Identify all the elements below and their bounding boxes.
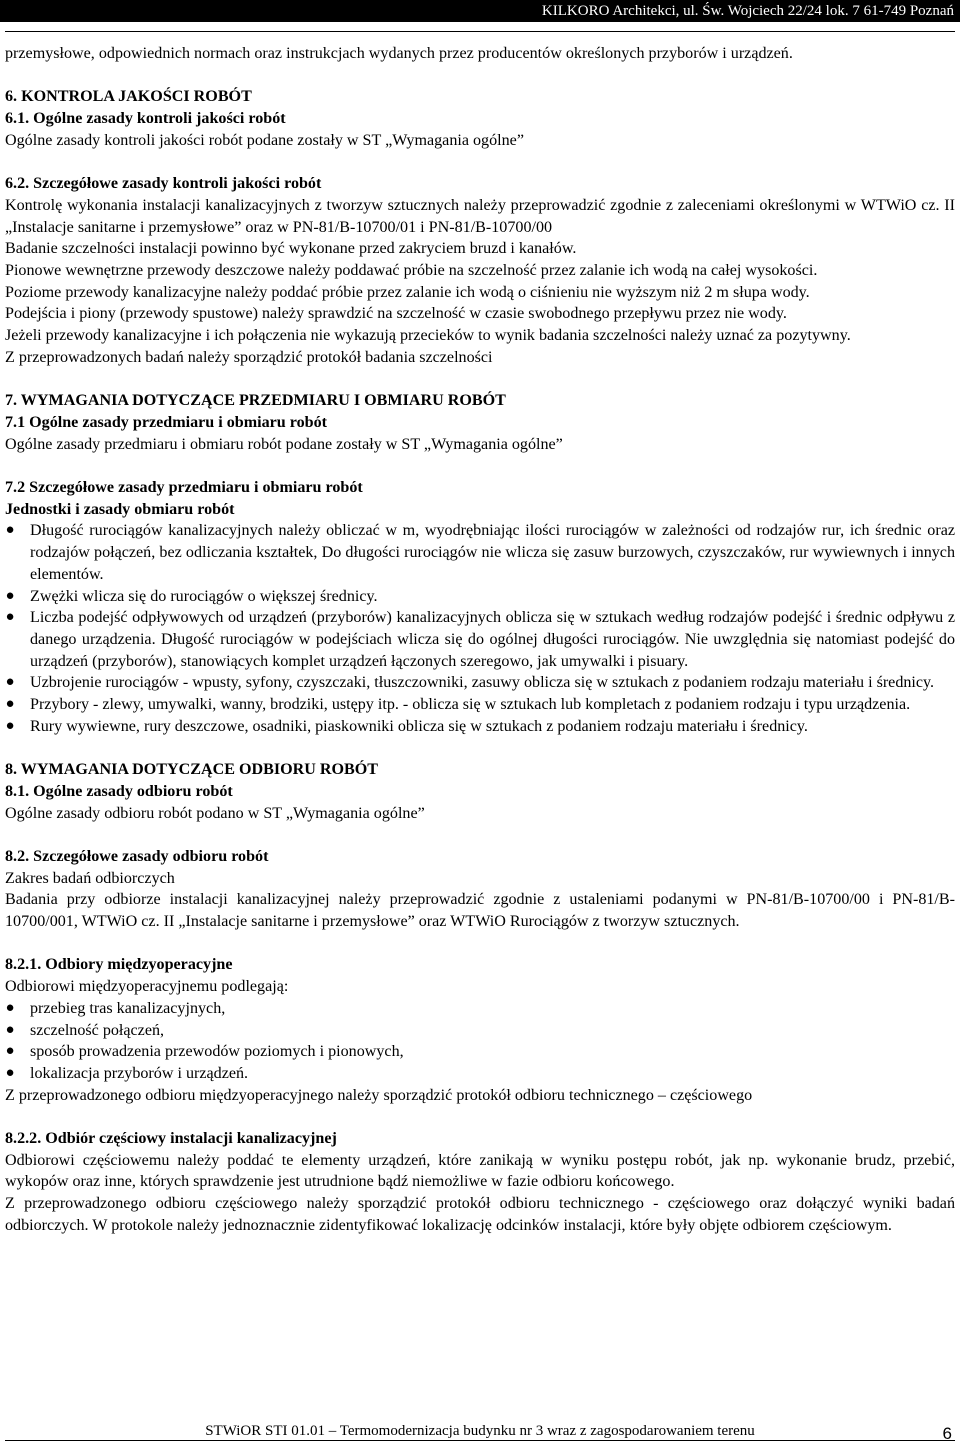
list-item: ● Długość rurociągów kanalizacyjnych należy obliczać w m, wyodrębniając ilości rurociągów w zależności od rodzajów rur, ich średnic oraz rodzajów połączeń, bez odliczania kształtek, Do długości rurociągów nie wlicza się zasuw burzowych, czyszczaków, rur wywiewnych i innych elementów. xyxy=(5,522,955,583)
section-6-title: 6. KONTROLA JAKOŚCI ROBÓT xyxy=(5,88,252,106)
bullet-icon: ● xyxy=(5,522,15,539)
bullet-icon: ● xyxy=(5,1064,15,1081)
section-7-2-title: 7.2 Szczegółowe zasady przedmiaru i obmiaru robót xyxy=(5,479,363,496)
bullet-icon: ● xyxy=(5,717,15,734)
section-6-2-para: Poziome przewody kanalizacyjne należy poddać próbie przez zalanie ich wodą o ciśnieniu nie wyższym niż 2 m słupa wody. xyxy=(5,283,810,301)
section-8-2-1-text: Odbiorowi międzyoperacyjnemu podlegają: xyxy=(5,978,289,996)
footer-rule xyxy=(5,1440,955,1441)
section-8-2-1-title: 8.2.1. Odbiory międzyoperacyjne xyxy=(5,956,233,974)
page-header: KILKORO Architekci, ul. Św. Wojciech 22/24 lok. 7 61-749 Poznań xyxy=(0,0,960,22)
bullet-icon: ● xyxy=(5,1021,15,1038)
section-8-1-text: Ogólne zasady odbioru robót podano w ST „Wymagania ogólne” xyxy=(5,804,425,822)
list-item: ● Przybory - zlewy, umywalki, wanny, brodziki, ustępy itp. - oblicza się w sztukach lub kompletach z podaniem rodzaju i typu urządzenia. xyxy=(5,694,955,716)
section-7-1-title: 7.1 Ogólne zasady przedmiaru i obmiaru robót xyxy=(5,413,328,431)
section-6-2-para: Podejścia i piony (przewody spustowe) należy sprawdzić na szczelność w czasie swobodnego przepływu przez nie wody. xyxy=(5,305,787,323)
section-8-title: 8. WYMAGANIA DOTYCZĄCE ODBIORU ROBÓT xyxy=(5,761,379,779)
section-8-1-title: 8.1. Ogólne zasady odbioru robót xyxy=(5,782,233,800)
list-item: ● szczelność połączeń, xyxy=(5,1020,955,1042)
inspection-bullet-list xyxy=(5,998,955,1085)
section-6-2-para: Pionowe wewnętrzne przewody deszczowe należy poddawać próbie na szczelność przez zalanie ich wodą na całej wysokości. xyxy=(5,262,818,279)
section-6-2-para: Badanie szczelności instalacji powinno być wykonane przed zakryciem bruzd i kanałów. xyxy=(5,240,577,258)
measurement-bullet-list xyxy=(5,520,955,737)
section-8-2-2-para: Odbiorowi częściowemu należy poddać te elementy urządzeń, które zanikają w wyniku postępu robót, jak np. wykonanie brudz, przebić, wykopów oraz inne, których sprawdzenie jest utrudnione bądź niemożliwe w fazie odbioru końcowego. xyxy=(5,1151,955,1191)
header-rule xyxy=(5,31,955,32)
footer-text: STWiOR STI 01.01 – Termomodernizacja budynku nr 3 wraz z zagospodarowaniem terenu xyxy=(205,1423,755,1439)
bullet-icon: ● xyxy=(5,999,15,1016)
bullet-icon: ● xyxy=(5,609,15,626)
section-6-2-para: Z przeprowadzonych badań należy sporządzić protokół badania szczelności xyxy=(5,348,493,366)
section-6-2-para: Jeżeli przewody kanalizacyjne i ich połączenia nie wykazują przecieków to wynik badania szczelności należy uznać za pozytywny. xyxy=(5,327,851,345)
section-6-1-text: Ogólne zasady kontroli jakości robót podane zostały w ST „Wymagania ogólne” xyxy=(5,131,524,149)
section-8-2-2-para: Z przeprowadzonego odbioru częściowego należy sporządzić protokół odbioru technicznego - częściowego oraz dołączyć wyniki badań odbiorczych. W protokole należy jednoznacznie zidentyfikować lokalizację odcinków instalacji, które były objęte odbiorem częściowym. xyxy=(5,1195,955,1234)
list-item: ● przebieg tras kanalizacyjnych, xyxy=(5,998,955,1020)
intro-text: przemysłowe, odpowiednich normach oraz instrukcjach wydanych przez producentów określonych przyborów i urządzeń. xyxy=(5,45,793,62)
list-item: ● Liczba podejść odpływowych od urządzeń (przyborów) kanalizacyjnych oblicza się w sztukach według rodzajów podejść i średnic odpływu z danego urządzenia. Długość rurociągów w podejściach wlicza się do ogólnej długości rurociągów. Nie uwzględnia się natomiast podejść do urządzeń (przyborów), stanowiących komplet urządzeń łączonych szeregowo, jak umywalki i pisuary. xyxy=(5,609,955,670)
section-6-2-title: 6.2. Szczegółowe zasady kontroli jakości robót xyxy=(5,175,322,193)
section-7-2-subtitle: Jednostki i zasady obmiaru robót xyxy=(5,500,235,518)
list-item: ● lokalizacja przyborów i urządzeń. xyxy=(5,1063,955,1085)
section-7-title: 7. WYMAGANIA DOTYCZĄCE PRZEDMIARU I OBMIARU ROBÓT xyxy=(5,392,506,410)
bullet-icon: ● xyxy=(5,587,15,604)
section-6-1-title: 6.1. Ogólne zasady kontroli jakości robót xyxy=(5,110,286,128)
section-8-2-title: 8.2. Szczegółowe zasady odbioru robót xyxy=(5,847,269,865)
section-8-2-2-title: 8.2.2. Odbiór częściowy instalacji kanalizacyjnej xyxy=(5,1130,337,1148)
list-item: ● Uzbrojenie rurociągów - wpusty, syfony, czyszczaki, tłuszczowniki, zasuwy oblicza się w sztukach z podaniem rodzaju materiału i średnicy. xyxy=(5,672,955,694)
list-item: ● Rury wywiewne, rury deszczowe, osadniki, piaskowniki oblicza się w sztukach z podaniem rodzaju materiału i średnicy. xyxy=(5,716,955,738)
bullet-icon: ● xyxy=(5,674,15,691)
section-8-2-text: Badania przy odbiorze instalacji kanalizacyjnej należy przeprowadzić zgodnie z ustaleniami podanymi w PN-81/B-10700/00 i PN-81/B-10700/001, WTWiO cz. II „Instalacje sanitarne i przemysłowe” oraz WTWiO Rurociągów z tworzyw sztucznych. xyxy=(5,891,955,931)
list-item: ● sposób prowadzenia przewodów poziomych i pionowych, xyxy=(5,1041,955,1063)
section-6-2-para: Kontrolę wykonania instalacji kanalizacyjnych z tworzyw sztucznych należy przeprowadzić zgodnie z zaleceniami określonymi w WTWiO cz. II „Instalacje sanitarne i przemysłowe” oraz w PN-81/B-10700/01 i PN-81/B-10700/00 xyxy=(5,196,955,236)
list-item: ● Zwężki wlicza się do rurociągów o większej średnicy. xyxy=(5,586,955,608)
section-8-2-subtitle: Zakres badań odbiorczych xyxy=(5,869,175,887)
document-body xyxy=(5,43,955,1237)
section-8-2-1-after: Z przeprowadzonego odbioru międzyoperacyjnego należy sporządzić protokół odbioru technicznego – częściowego xyxy=(5,1086,753,1104)
bullet-icon: ● xyxy=(5,1043,15,1060)
bullet-icon: ● xyxy=(5,696,15,713)
section-7-1-text: Ogólne zasady przedmiaru i obmiaru robót podane zostały w ST „Wymagania ogólne” xyxy=(5,435,563,453)
page-number: 6 xyxy=(942,1424,952,1443)
